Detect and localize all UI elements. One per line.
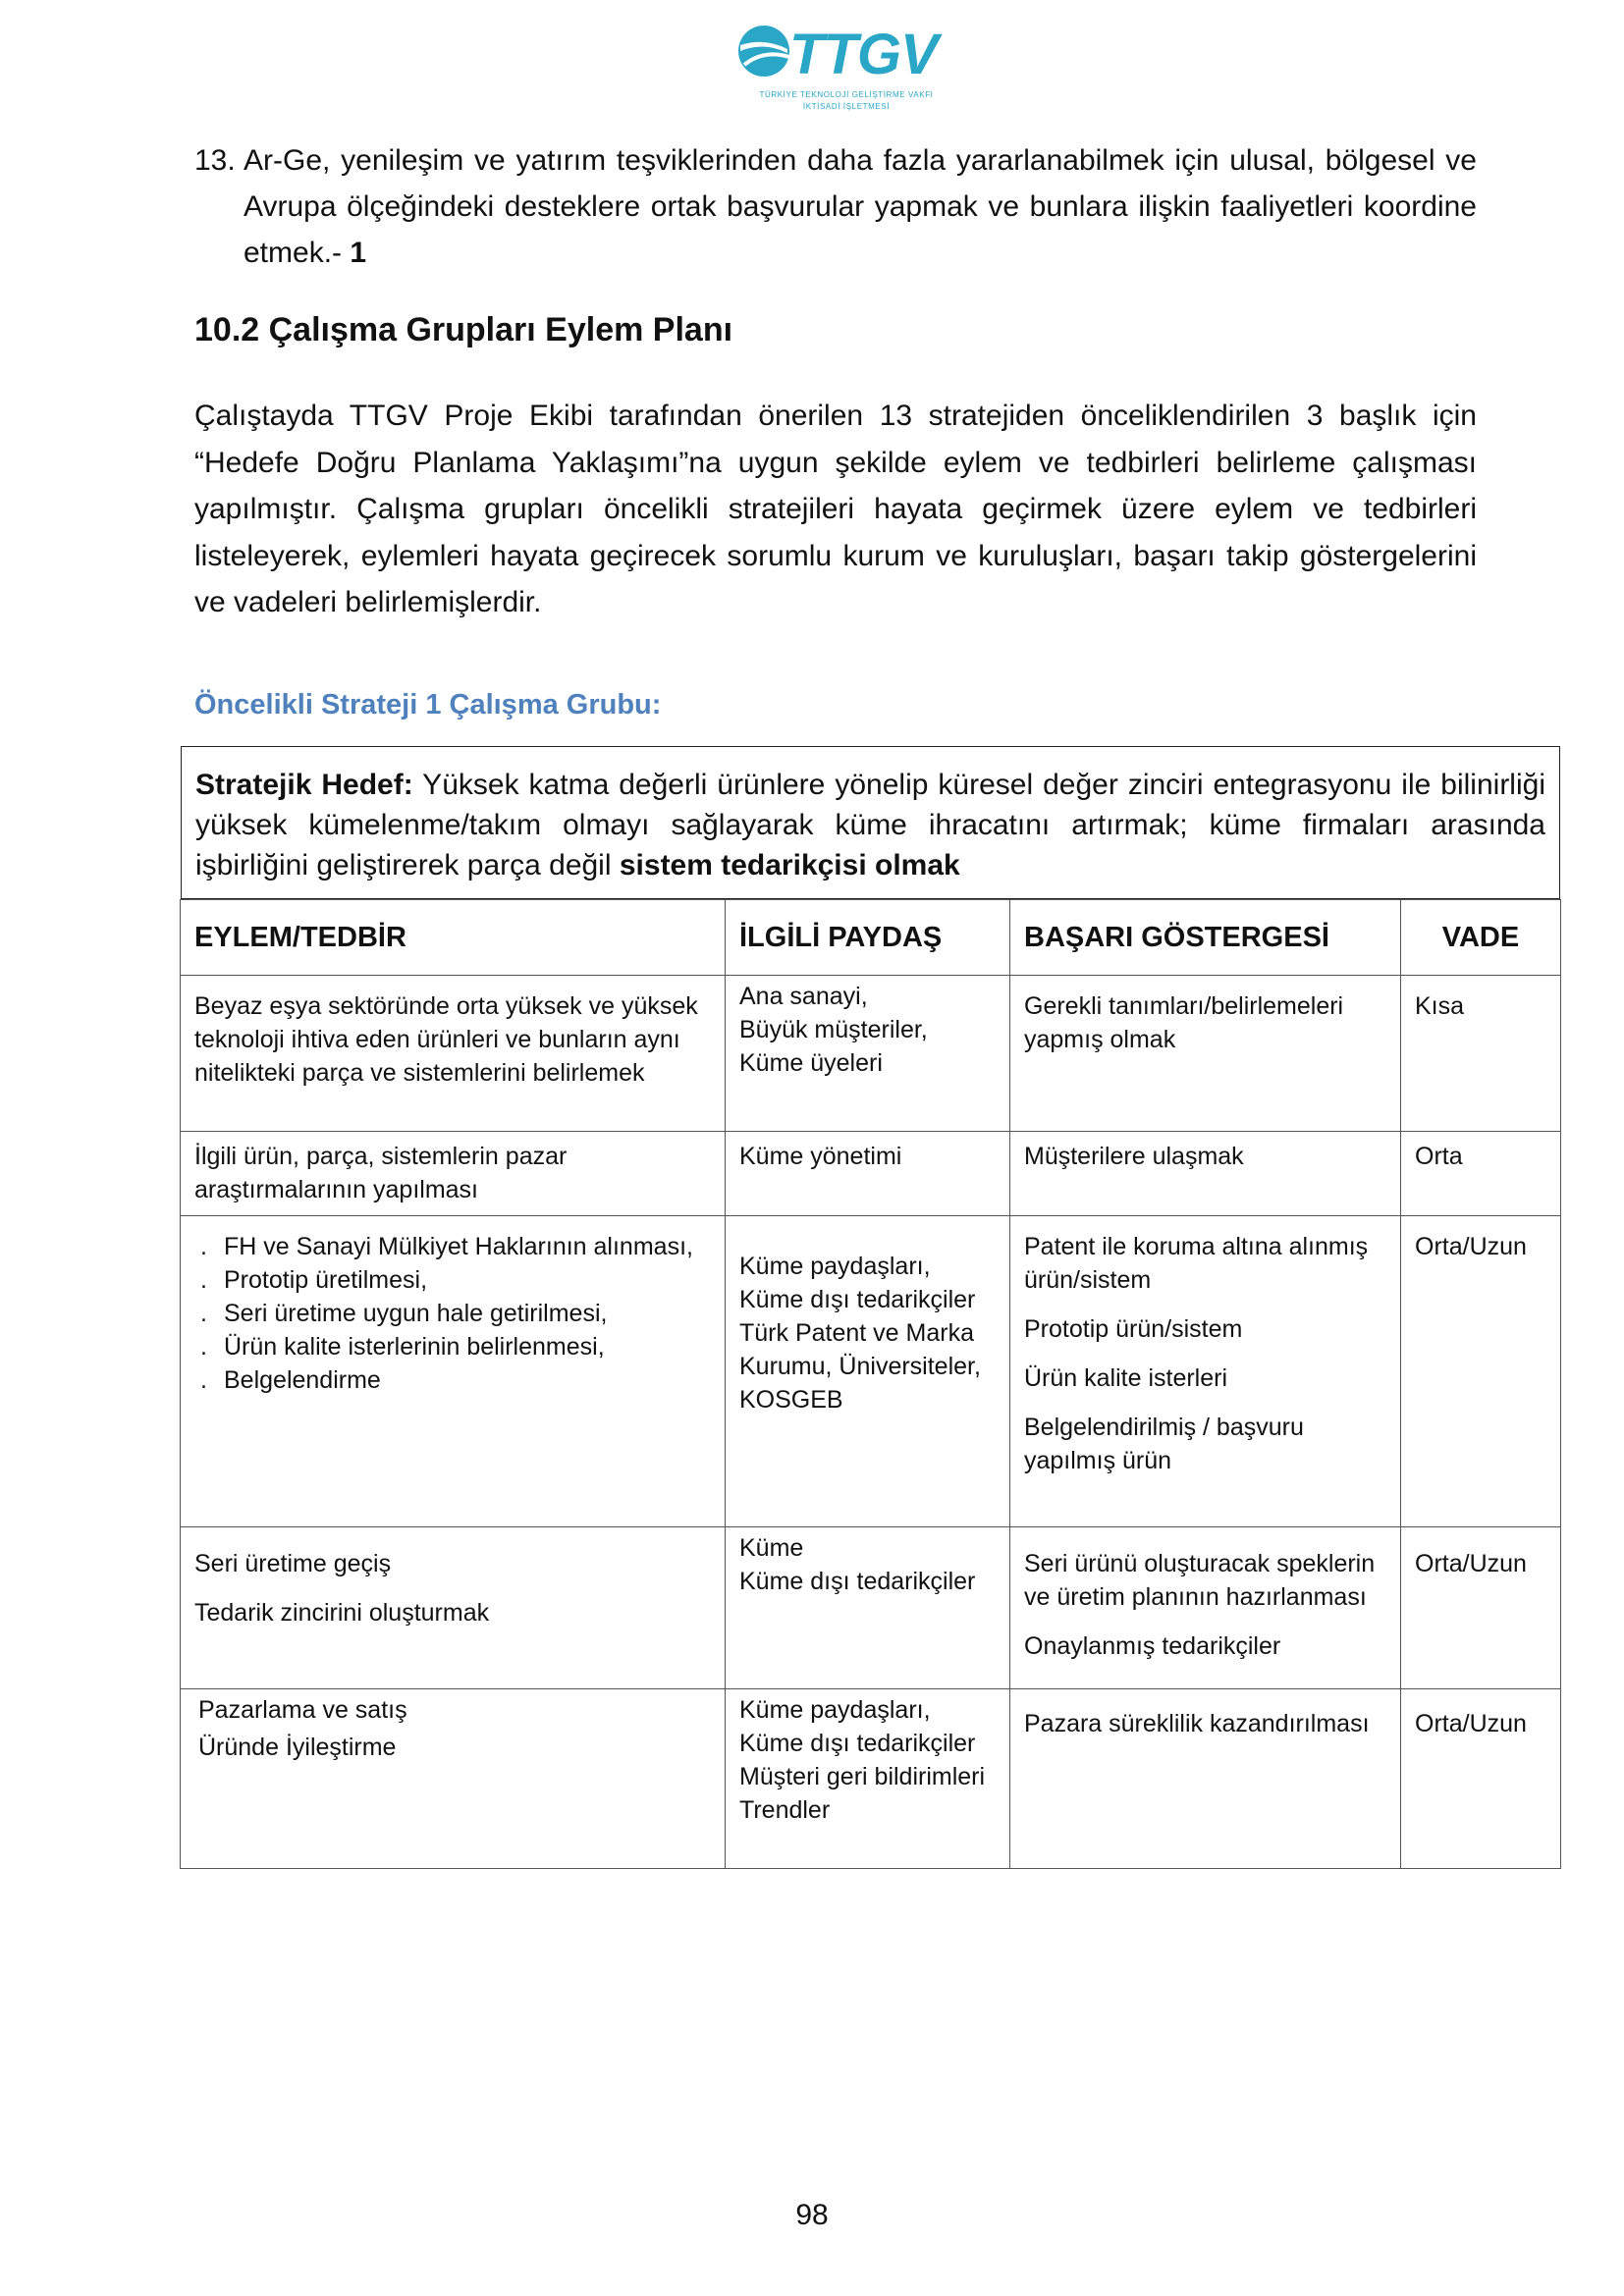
action-text: İlgili ürün, parça, sistemlerin pazar araştırmalarının yapılması [194, 1143, 568, 1203]
list-item [194, 1363, 711, 1397]
bullet-mark: . [200, 1333, 207, 1361]
indicator-item: Onaylanmış tedarikçiler [1024, 1632, 1281, 1660]
term-text: Kısa [1415, 992, 1465, 1020]
action-item: Ürün kalite isterlerinin belirlenmesi, [224, 1333, 605, 1361]
section-paragraph: Çalıştayda TTGV Proje Ekibi tarafından önerilen 13 stratejiden önceliklendirilen 3 başlık için “Hedefe Doğru Planlama Yaklaşımı”na uygun şekilde eylem ve tedbirleri belirleme çalışması yapılmıştır. Çalışma grupları öncelikli stratejileri hayata geçirmek üzere eylem ve tedbirleri listeleyerek, eylemleri hayata geçirecek sorumlu kurum ve kuruluşları, başarı takip göstergelerini ve vadeleri belirlemişlerdir. [194, 400, 1477, 618]
stakeholder-item: Ana sanayi, [739, 983, 868, 1010]
cell-action [181, 1216, 726, 1527]
header-indicator: BAŞARI GÖSTERGESİ [1010, 900, 1401, 976]
stakeholder-item: Küme paydaşları, [739, 1253, 931, 1280]
cell-action [181, 1689, 726, 1869]
cell-action [181, 1527, 726, 1689]
indicator-item: Gerekli tanımları/belirlemeleri yapmış olmak [1024, 992, 1344, 1053]
cell-stakeholder [726, 1216, 1010, 1527]
term-text: Orta [1415, 1143, 1463, 1170]
logo-subtitle-line1: TÜRKİYE TEKNOLOJİ GELİŞTİRME VAKFI [759, 90, 934, 99]
table-row [181, 1689, 1561, 1869]
goal-label: Stratejik Hedef: [195, 769, 413, 801]
table-row [181, 1527, 1561, 1689]
table-row [181, 976, 1561, 1132]
action-item: Tedarik zincirini oluşturmak [194, 1599, 490, 1627]
goal-text: Yüksek katma değerli ürünlere yönelip küresel değer zinciri entegrasyonu ile bilinirliği yüksek kümelenme/takım olmayı sağlayarak küme ihracatını artırmak; küme firmaları arasında işbirliğini geliştirerek parça değil [195, 769, 1545, 881]
stakeholder-item: Müşteri geri bildirimleri [739, 1763, 986, 1790]
indicator-item: Seri ürünü oluşturacak speklerin ve üretim planının hazırlanması [1024, 1550, 1376, 1611]
cell-stakeholder [726, 1527, 1010, 1689]
action-item: Üründe İyileştirme [198, 1734, 397, 1761]
stakeholder-item: Küme [739, 1534, 804, 1562]
list-item-bold-suffix: 1 [350, 237, 367, 269]
action-item: Seri üretime geçiş [194, 1550, 392, 1577]
list-item [194, 1297, 711, 1330]
cell-term [1401, 1689, 1561, 1869]
list-item-text: Ar-Ge, yenileşim ve yatırım teşviklerinden daha fazla yararlanabilmek için ulusal, bölgesel ve Avrupa ölçeğindeki desteklere ortak başvurular yapmak ve bunlara ilişkin faaliyetleri koordine etmek.- [244, 144, 1477, 269]
header-action: EYLEM/TEDBİR [181, 900, 726, 976]
term-text: Orta/Uzun [1415, 1233, 1527, 1260]
cell-stakeholder [726, 1689, 1010, 1869]
list-item-number: 13. [194, 144, 236, 177]
list-item [194, 1330, 711, 1363]
term-text: Orta/Uzun [1415, 1550, 1527, 1577]
indicator-item: Müşterilere ulaşmak [1024, 1143, 1244, 1170]
action-item: FH ve Sanayi Mülkiyet Haklarının alınması, [224, 1233, 693, 1260]
indicator-item: Ürün kalite isterleri [1024, 1364, 1228, 1392]
list-item-13 [194, 137, 1477, 276]
stakeholder-item: Küme üyeleri [739, 1049, 883, 1077]
cell-indicator [1010, 976, 1401, 1132]
stakeholder-item: Küme dışı tedarikçiler [739, 1286, 976, 1313]
logo-wordmark: TTGV [789, 23, 938, 86]
term-text: Orta/Uzun [1415, 1710, 1527, 1737]
cell-term [1401, 1216, 1561, 1527]
cell-stakeholder [726, 976, 1010, 1132]
strategy-subheading: Öncelikli Strateji 1 Çalışma Grubu: [194, 689, 662, 721]
stakeholder-item: Küme yönetimi [739, 1143, 902, 1170]
goal-bold-end: sistem tedarikçisi olmak [619, 849, 960, 881]
cell-indicator [1010, 1216, 1401, 1527]
cell-indicator [1010, 1689, 1401, 1869]
cell-indicator [1010, 1132, 1401, 1216]
action-item: Prototip üretilmesi, [224, 1266, 428, 1294]
indicator-item: Patent ile koruma altına alınmış ürün/sistem [1024, 1233, 1369, 1294]
action-text: Beyaz eşya sektöründe orta yüksek ve yüksek teknoloji ihtiva eden ürünleri ve bunların aynı nitelikteki parça ve sistemlerini belirlemek [194, 992, 698, 1087]
cell-action [181, 1132, 726, 1216]
header-stakeholder: İLGİLİ PAYDAŞ [726, 900, 1010, 976]
strategic-goal-box [181, 746, 1560, 899]
list-item [194, 1230, 711, 1263]
stakeholder-item: Trendler [739, 1796, 831, 1824]
table-row [181, 1132, 1561, 1216]
ttgv-logo [734, 20, 941, 116]
bullet-mark: . [200, 1300, 207, 1327]
cell-indicator [1010, 1527, 1401, 1689]
cell-term [1401, 1527, 1561, 1689]
bullet-mark: . [200, 1266, 207, 1294]
bullet-mark: . [200, 1366, 207, 1394]
stakeholder-item: Küme dışı tedarikçiler [739, 1730, 976, 1757]
cell-term [1401, 1132, 1561, 1216]
table-row [181, 1216, 1561, 1527]
list-item [194, 1263, 711, 1297]
indicator-item: Pazara süreklilik kazandırılması [1024, 1710, 1370, 1737]
action-item: Seri üretime uygun hale getirilmesi, [224, 1300, 608, 1327]
stakeholder-item: Küme paydaşları, [739, 1696, 931, 1724]
action-item: Pazarlama ve satış [198, 1696, 407, 1724]
bullet-mark: . [200, 1233, 207, 1260]
table-header-row [181, 900, 1561, 976]
cell-term [1401, 976, 1561, 1132]
section-heading: 10.2 Çalışma Grupları Eylem Planı [194, 311, 733, 348]
indicator-item: Belgelendirilmiş / başvuru yapılmış ürün [1024, 1414, 1304, 1474]
page-number: 98 [795, 2199, 829, 2231]
action-item: Belgelendirme [224, 1366, 381, 1394]
action-bullet-list [194, 1230, 711, 1397]
indicator-item: Prototip ürün/sistem [1024, 1315, 1243, 1343]
logo-globe-icon [734, 20, 793, 79]
logo-subtitle-line2: İKTİSADİ İŞLETMESİ [802, 102, 891, 111]
stakeholder-item: Büyük müşteriler, [739, 1016, 928, 1043]
stakeholder-item: Küme dışı tedarikçiler [739, 1568, 976, 1595]
cell-stakeholder [726, 1132, 1010, 1216]
stakeholder-item: Türk Patent ve Marka Kurumu, Üniversiteler, KOSGEB [739, 1319, 981, 1414]
action-plan-table [180, 899, 1561, 1869]
header-term: VADE [1401, 900, 1561, 976]
cell-action [181, 976, 726, 1132]
